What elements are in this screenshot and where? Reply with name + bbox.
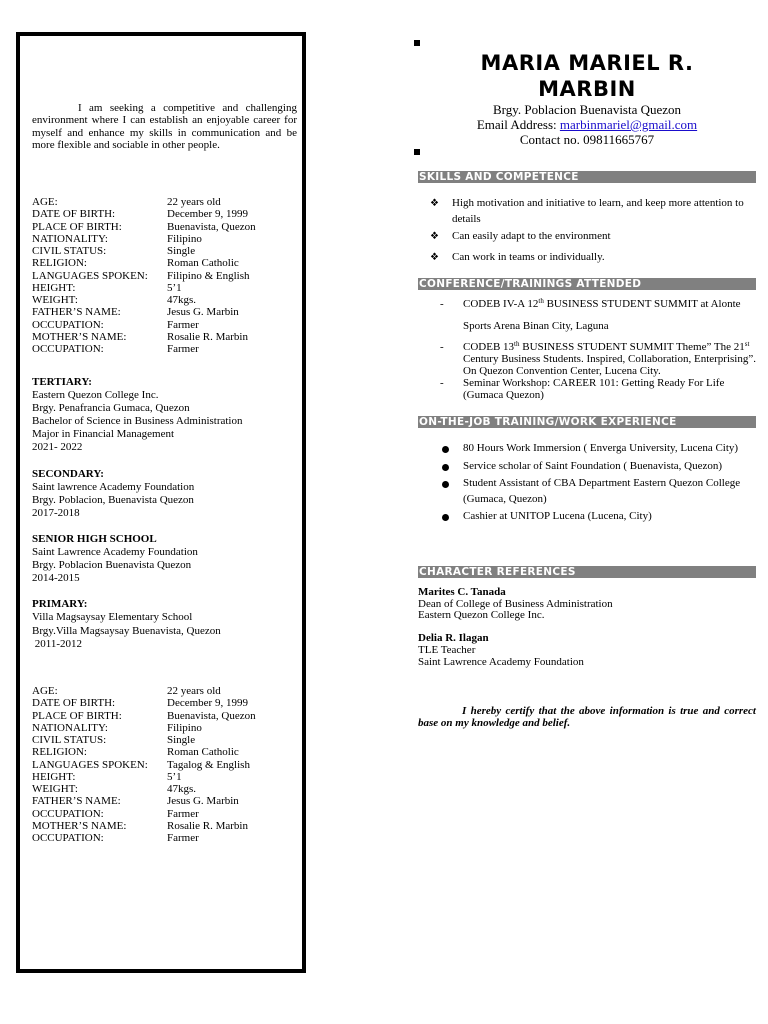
info-label: RELIGION: [32,746,87,759]
education-line: Saint Lawrence Academy Foundation [32,546,198,559]
info-value: Farmer [167,343,199,355]
info-row [32,734,302,746]
conference-text-part: CODEB IV-A 12 [463,298,539,310]
info-row [32,319,302,331]
applicant-name [418,50,756,102]
education-line: Saint lawrence Academy Foundation [32,480,195,493]
education-line: Villa Magsaysay Elementary School [32,611,193,624]
info-label: RELIGION: [32,257,87,270]
info-row [32,343,302,355]
education-line: 2011-2012 [32,637,83,650]
conference-item [418,293,756,337]
education-heading: PRIMARY: [32,598,88,611]
left-column-border [16,32,306,973]
info-label: FATHER’S NAME: [32,306,121,319]
round-bullet-icon [442,464,449,471]
info-value: Buenavista, Quezon [167,709,256,722]
info-row [32,196,302,208]
skills-list [418,196,756,270]
info-row [32,221,302,233]
dash-bullet-icon: - [440,341,444,353]
info-row [32,306,302,318]
conference-text-part: Century Business Students. Inspired, Collaboration, Enterprising”. On Quezon Convention Center, Lucena City. [463,353,756,377]
skill-text: High motivation and initiative to learn, and keep more attention to details [452,197,744,225]
education-heading: SECONDARY: [32,467,104,480]
info-label: FATHER’S NAME: [32,795,121,808]
info-label: OCCUPATION: [32,343,104,355]
info-row [32,832,302,844]
info-row [32,257,302,269]
conference-item [418,341,756,377]
info-label: OCCUPATION: [32,807,104,820]
info-value: 22 years old [167,196,221,208]
info-value: 22 years old [167,685,221,697]
reference-name: Delia R. Ilagan [418,632,489,645]
education-line: Bachelor of Science in Business Administration [32,415,243,428]
conference-text [463,293,756,337]
info-value: Roman Catholic [167,746,239,759]
ordinal-suffix: th [538,297,544,305]
ojt-list [418,441,756,527]
info-value: December 9, 1999 [167,208,248,221]
info-label: PLACE OF BIRTH: [32,220,122,233]
ojt-text: Student Assistant of CBA Department Eastern Quezon College (Gumaca, Quezon) [463,477,741,505]
ojt-text: Service scholar of Saint Foundation ( Buenavista, Quezon) [463,459,723,472]
info-value: 5’1 [167,281,182,294]
info-row [32,795,302,807]
skill-item [418,196,756,227]
conference-text-part: CODEB 13 [463,341,515,353]
skills-section-title: SKILLS AND COMPETENCE [418,171,756,183]
info-label: PLACE OF BIRTH: [32,709,122,722]
name-line-2: MARBIN [538,77,636,101]
personal-info-2 [32,685,302,844]
info-value: Filipino [167,721,202,734]
ojt-text: 80 Hours Work Immersion ( Enverga University, Lucena City) [463,442,739,454]
round-bullet-icon [442,446,449,453]
info-label: CIVIL STATUS: [32,245,107,257]
info-label: WEIGHT: [32,294,78,306]
info-value: Roman Catholic [167,257,239,270]
info-value: 47kgs. [167,783,197,795]
info-row [32,294,302,306]
email-link[interactable]: marbinmariel@gmail.com [559,117,698,132]
education-line: 2021- 2022 [32,441,83,454]
conferences-list [418,297,756,401]
conference-text-part: Seminar Workshop: CAREER 101: Getting Ready For Life (Gumaca Quezon) [463,377,725,401]
reference-line: TLE Teacher [418,643,476,656]
info-row [32,331,302,343]
skill-text: Can easily adapt to the environment [452,230,611,242]
info-label: MOTHER’S NAME: [32,819,127,832]
ojt-item [418,459,756,475]
ordinal-suffix: th [514,340,520,348]
email-label: Email Address: [476,117,560,132]
info-value: Farmer [167,807,199,820]
info-label: LANGUAGES SPOKEN: [32,758,148,771]
skill-item [418,250,756,266]
info-value: Single [167,245,196,257]
info-label: OCCUPATION: [32,318,104,331]
email-line [418,117,756,133]
info-row [32,710,302,722]
diamond-bullet-icon: ❖ [430,251,439,263]
info-value: Rosalie R. Marbin [167,330,248,343]
education-section [32,376,302,664]
ojt-item [418,476,756,507]
ojt-text: Cashier at UNITOP Lucena (Lucena, City) [463,510,652,522]
education-line: Brgy. Poblacion Buenavista Quezon [32,559,192,572]
skill-item [418,229,756,245]
info-value: Single [167,734,196,746]
conference-text [463,377,756,401]
info-row [32,759,302,771]
education-block [32,533,302,585]
diamond-bullet-icon: ❖ [430,198,439,209]
info-row [32,746,302,758]
contact-number: Contact no. 09811665767 [519,132,655,147]
certification-statement: I hereby certify that the above information is true and correct base on my knowledge and belief. [418,705,756,729]
info-row [32,245,302,257]
education-line: Brgy. Penafrancia Gumaca, Quezon [32,402,190,415]
references-section-title: CHARACTER REFERENCES [418,566,756,578]
round-bullet-icon [442,514,449,521]
info-value: Tagalog & English [167,758,250,771]
personal-info-1 [32,196,302,355]
education-line: Brgy. Poblacion, Buenavista Quezon [32,493,194,506]
info-value: Jesus G. Marbin [167,306,239,319]
info-row [32,783,302,795]
references-list [418,587,756,679]
info-row [32,808,302,820]
info-label: CIVIL STATUS: [32,734,107,746]
info-label: WEIGHT: [32,783,78,795]
info-row [32,270,302,282]
education-line: 2017-2018 [32,506,80,519]
info-value: Filipino & English [167,269,250,282]
reference-line: Eastern Quezon College Inc. [418,609,545,622]
info-value: Farmer [167,832,199,844]
ojt-item [418,441,756,457]
info-row [32,282,302,294]
education-line: Brgy.Villa Magsaysay Buenavista, Quezon [32,624,221,637]
info-label: MOTHER’S NAME: [32,330,127,343]
address: Brgy. Poblacion Buenavista Quezon [492,102,682,117]
name-line-1: MARIA MARIEL R. [480,51,694,75]
info-value: 5’1 [167,770,182,783]
conference-text [463,341,756,377]
info-row [32,208,302,220]
skill-text: Can work in teams or individually. [452,250,605,263]
info-label: AGE: [32,196,58,208]
info-row [32,697,302,709]
info-value: Farmer [167,318,199,331]
education-heading: SENIOR HIGH SCHOOL [32,532,157,545]
ojt-section-title: ON-THE-JOB TRAINING/WORK EXPERIENCE [418,416,756,428]
education-heading: TERTIARY: [32,376,92,388]
square-bullet-icon [414,149,420,155]
conference-text-part: BUSINESS STUDENT SUMMIT at Alonte Sports Arena Binan City, Laguna [463,298,741,332]
dash-bullet-icon: - [440,377,444,389]
ojt-item [418,509,756,525]
info-value: December 9, 1999 [167,697,248,710]
info-label: HEIGHT: [32,281,76,294]
dash-bullet-icon: - [440,298,444,310]
education-block [32,598,302,650]
reference-line: Dean of College of Business Administration [418,597,613,610]
objective-paragraph: I am seeking a competitive and challenging environment where I can establish an enjoyable career for myself and enhance my skills in communication and be more flexible and sociable in other people. [32,102,297,152]
info-row [32,771,302,783]
info-label: DATE OF BIRTH: [32,697,116,710]
info-label: OCCUPATION: [32,832,104,844]
ordinal-suffix: st [744,340,750,348]
info-value: Filipino [167,232,202,245]
info-label: HEIGHT: [32,770,76,783]
info-label: NATIONALITY: [32,232,108,245]
info-label: AGE: [32,685,58,697]
reference-block [418,633,756,668]
info-label: LANGUAGES SPOKEN: [32,269,148,282]
info-value: Jesus G. Marbin [167,795,239,808]
diamond-bullet-icon: ❖ [430,231,439,242]
info-label: DATE OF BIRTH: [32,208,116,221]
info-value: 47kgs. [167,294,197,306]
education-block [32,376,302,455]
info-label: NATIONALITY: [32,721,108,734]
square-bullet-icon [414,40,420,46]
reference-block [418,587,756,622]
info-row [32,685,302,697]
reference-name: Marites C. Tanada [418,586,506,598]
education-block [32,468,302,520]
round-bullet-icon [442,481,449,488]
info-value: Buenavista, Quezon [167,220,256,233]
conference-item [418,377,756,401]
info-value: Rosalie R. Marbin [167,819,248,832]
conference-text-part: BUSINESS STUDENT SUMMIT Theme” The 21 [519,341,745,353]
info-row [32,820,302,832]
reference-line: Saint Lawrence Academy Foundation [418,655,584,668]
conferences-section-title: CONFERENCE/TRAININGS ATTENDED [418,278,756,290]
education-line: Major in Financial Management [32,428,175,441]
education-line: 2014-2015 [32,572,80,585]
info-row [32,233,302,245]
info-row [32,722,302,734]
education-line: Eastern Quezon College Inc. [32,389,159,402]
